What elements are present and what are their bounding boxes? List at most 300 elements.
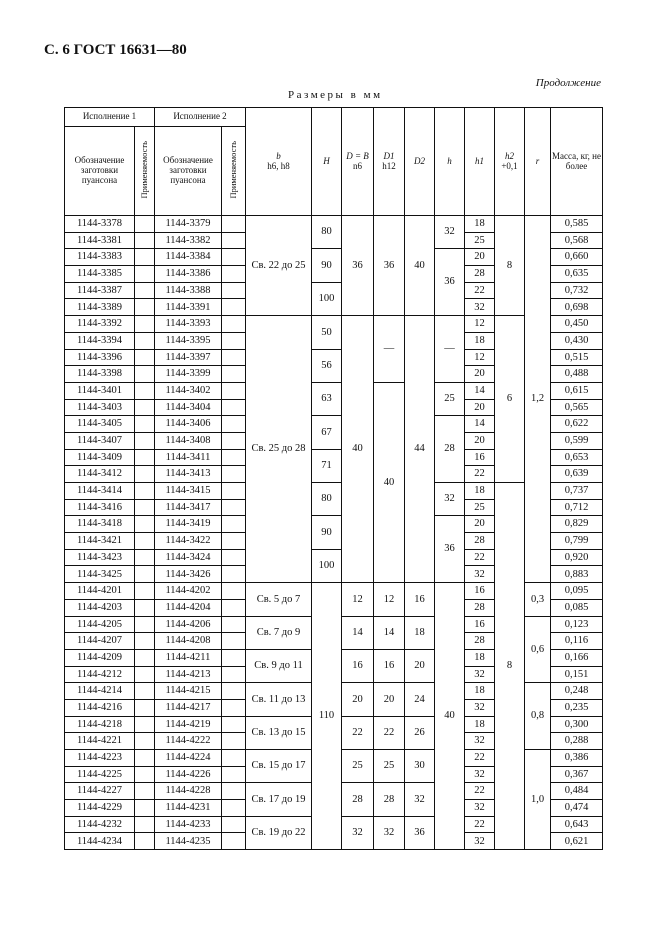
designation-exec1: 1144-3407 <box>65 432 135 449</box>
designation-exec1: 1144-4201 <box>65 583 135 600</box>
h2-value: 8 <box>495 216 525 316</box>
designation-exec1: 1144-3403 <box>65 399 135 416</box>
applicability-exec1 <box>135 599 155 616</box>
h-value: 28 <box>435 416 465 483</box>
designation-exec2: 1144-4222 <box>155 733 222 750</box>
table-body <box>65 216 603 850</box>
h-value: 40 <box>435 583 465 850</box>
applicability-exec1 <box>135 316 155 333</box>
b-value: Св. 22 до 25 <box>246 216 312 316</box>
H-value: 67 <box>312 416 342 449</box>
header-h1: h1 <box>465 108 495 216</box>
h1-value: 32 <box>465 766 495 783</box>
designation-exec2: 1144-4224 <box>155 750 222 767</box>
applicability-exec2 <box>222 216 246 233</box>
applicability-exec1 <box>135 449 155 466</box>
header-h2: h2 +0,1 <box>495 108 525 216</box>
h1-value: 32 <box>465 833 495 850</box>
mass-value: 0,829 <box>551 516 603 533</box>
H-value: 100 <box>312 282 342 315</box>
applicability-exec2 <box>222 399 246 416</box>
designation-exec1: 1144-3396 <box>65 349 135 366</box>
applicability-exec1 <box>135 800 155 817</box>
mass-value: 0,450 <box>551 316 603 333</box>
applicability-exec2 <box>222 416 246 433</box>
mass-value: 0,732 <box>551 282 603 299</box>
D-B-value: 20 <box>342 683 374 716</box>
header-b: b h6, h8 <box>246 108 312 216</box>
mass-value: 0,288 <box>551 733 603 750</box>
D1-value: 28 <box>374 783 405 816</box>
b-value: Св. 7 до 9 <box>246 616 312 649</box>
h1-value: 32 <box>465 299 495 316</box>
D-B-value: 36 <box>342 216 374 316</box>
table-row <box>65 216 603 233</box>
designation-exec2: 1144-4202 <box>155 583 222 600</box>
h1-value: 18 <box>465 649 495 666</box>
designation-exec1: 1144-4225 <box>65 766 135 783</box>
h1-value: 18 <box>465 683 495 700</box>
r-value: 0,8 <box>525 683 551 750</box>
applicability-exec2 <box>222 349 246 366</box>
b-value: Св. 11 до 13 <box>246 683 312 716</box>
designation-exec2: 1144-3382 <box>155 232 222 249</box>
designation-exec2: 1144-3408 <box>155 432 222 449</box>
header-designation-1: Обозначение заготовки пуансона <box>65 127 135 216</box>
applicability-exec2 <box>222 382 246 399</box>
designation-exec1: 1144-3401 <box>65 382 135 399</box>
D2-value: 32 <box>405 783 435 816</box>
b-value: Св. 5 до 7 <box>246 583 312 616</box>
h1-value: 14 <box>465 416 495 433</box>
designation-exec2: 1144-4211 <box>155 649 222 666</box>
h-value: 32 <box>435 216 465 249</box>
designation-exec1: 1144-4205 <box>65 616 135 633</box>
h1-value: 18 <box>465 716 495 733</box>
header-designation-2: Обозначение заготовки пуансона <box>155 127 222 216</box>
h1-value: 32 <box>465 699 495 716</box>
applicability-exec1 <box>135 533 155 550</box>
h1-value: 18 <box>465 216 495 233</box>
designation-exec1: 1144-3412 <box>65 466 135 483</box>
applicability-exec1 <box>135 583 155 600</box>
header-applicability-2: Применяемость <box>222 127 246 216</box>
r-value: 1,0 <box>525 750 551 850</box>
applicability-exec2 <box>222 533 246 550</box>
designation-exec2: 1144-3399 <box>155 366 222 383</box>
applicability-exec2 <box>222 766 246 783</box>
designation-exec2: 1144-3419 <box>155 516 222 533</box>
applicability-exec2 <box>222 499 246 516</box>
b-value: Св. 15 до 17 <box>246 750 312 783</box>
designation-exec2: 1144-3417 <box>155 499 222 516</box>
mass-value: 0,386 <box>551 750 603 767</box>
mass-value: 0,712 <box>551 499 603 516</box>
header-D-B: D = B n6 <box>342 108 374 216</box>
applicability-exec1 <box>135 483 155 500</box>
mass-value: 0,367 <box>551 766 603 783</box>
applicability-exec1 <box>135 666 155 683</box>
applicability-exec2 <box>222 332 246 349</box>
designation-exec2: 1144-4226 <box>155 766 222 783</box>
h1-value: 16 <box>465 616 495 633</box>
H-value: 110 <box>312 583 342 850</box>
D-B-value: 12 <box>342 583 374 616</box>
designation-exec2: 1144-4217 <box>155 699 222 716</box>
H-value: 56 <box>312 349 342 382</box>
designation-exec1: 1144-3421 <box>65 533 135 550</box>
header-exec2: Исполнение 2 <box>155 108 246 127</box>
mass-value: 0,515 <box>551 349 603 366</box>
header-exec1: Исполнение 1 <box>65 108 155 127</box>
designation-exec1: 1144-4203 <box>65 599 135 616</box>
designation-exec2: 1144-3406 <box>155 416 222 433</box>
designation-exec2: 1144-3395 <box>155 332 222 349</box>
h1-value: 28 <box>465 633 495 650</box>
mass-value: 0,488 <box>551 366 603 383</box>
h1-value: 20 <box>465 516 495 533</box>
h2-value: 8 <box>495 483 525 850</box>
D1-value: 20 <box>374 683 405 716</box>
designation-exec2: 1144-4204 <box>155 599 222 616</box>
mass-value: 0,622 <box>551 416 603 433</box>
D2-value: 30 <box>405 750 435 783</box>
applicability-exec1 <box>135 232 155 249</box>
designation-exec2: 1144-4206 <box>155 616 222 633</box>
mass-value: 0,116 <box>551 633 603 650</box>
designation-exec2: 1144-4208 <box>155 633 222 650</box>
H-value: 71 <box>312 449 342 482</box>
h1-value: 22 <box>465 466 495 483</box>
applicability-exec2 <box>222 833 246 850</box>
D2-value: 40 <box>405 216 435 316</box>
h1-value: 12 <box>465 316 495 333</box>
designation-exec1: 1144-3378 <box>65 216 135 233</box>
designation-exec2: 1144-3384 <box>155 249 222 266</box>
designation-exec1: 1144-3392 <box>65 316 135 333</box>
applicability-exec1 <box>135 499 155 516</box>
mass-value: 0,737 <box>551 483 603 500</box>
applicability-exec2 <box>222 800 246 817</box>
h1-value: 32 <box>465 566 495 583</box>
designation-exec2: 1144-4231 <box>155 800 222 817</box>
table-row <box>65 483 603 500</box>
h1-value: 18 <box>465 483 495 500</box>
D1-value: 22 <box>374 716 405 749</box>
h1-value: 12 <box>465 349 495 366</box>
h1-value: 32 <box>465 733 495 750</box>
applicability-exec1 <box>135 699 155 716</box>
D-B-value: 28 <box>342 783 374 816</box>
designation-exec2: 1144-3379 <box>155 216 222 233</box>
mass-value: 0,883 <box>551 566 603 583</box>
designation-exec1: 1144-3425 <box>65 566 135 583</box>
applicability-exec1 <box>135 366 155 383</box>
D1-value: 40 <box>374 382 405 582</box>
h1-value: 22 <box>465 282 495 299</box>
applicability-exec2 <box>222 432 246 449</box>
designation-exec1: 1144-4207 <box>65 633 135 650</box>
applicability-exec2 <box>222 449 246 466</box>
mass-value: 0,653 <box>551 449 603 466</box>
h1-value: 28 <box>465 533 495 550</box>
applicability-exec2 <box>222 483 246 500</box>
designation-exec2: 1144-4233 <box>155 816 222 833</box>
h1-value: 22 <box>465 816 495 833</box>
mass-value: 0,660 <box>551 249 603 266</box>
designation-exec1: 1144-3398 <box>65 366 135 383</box>
table-row <box>65 316 603 333</box>
h1-value: 20 <box>465 249 495 266</box>
h-value: 36 <box>435 249 465 316</box>
designation-exec2: 1144-3415 <box>155 483 222 500</box>
D1-value: 32 <box>374 816 405 849</box>
designation-exec1: 1144-4209 <box>65 649 135 666</box>
designation-exec2: 1144-3424 <box>155 549 222 566</box>
designation-exec1: 1144-4212 <box>65 666 135 683</box>
header-H: H <box>312 108 342 216</box>
designation-exec2: 1144-3393 <box>155 316 222 333</box>
designation-exec2: 1144-3422 <box>155 533 222 550</box>
applicability-exec1 <box>135 432 155 449</box>
applicability-exec1 <box>135 649 155 666</box>
mass-value: 0,698 <box>551 299 603 316</box>
mass-value: 0,300 <box>551 716 603 733</box>
designation-exec2: 1144-3411 <box>155 449 222 466</box>
h1-value: 25 <box>465 499 495 516</box>
designation-exec1: 1144-3423 <box>65 549 135 566</box>
designation-exec1: 1144-3394 <box>65 332 135 349</box>
applicability-exec2 <box>222 716 246 733</box>
mass-value: 0,151 <box>551 666 603 683</box>
mass-value: 0,920 <box>551 549 603 566</box>
applicability-exec1 <box>135 216 155 233</box>
designation-exec2: 1144-4215 <box>155 683 222 700</box>
H-value: 90 <box>312 249 342 282</box>
D2-value: 18 <box>405 616 435 649</box>
designation-exec1: 1144-4229 <box>65 800 135 817</box>
mass-value: 0,635 <box>551 266 603 283</box>
designation-exec2: 1144-3386 <box>155 266 222 283</box>
b-value: Св. 19 до 22 <box>246 816 312 849</box>
applicability-exec2 <box>222 633 246 650</box>
applicability-exec2 <box>222 783 246 800</box>
applicability-exec1 <box>135 466 155 483</box>
dimensions-caption: Размеры в мм <box>288 89 383 101</box>
mass-value: 0,599 <box>551 432 603 449</box>
designation-exec2: 1144-3426 <box>155 566 222 583</box>
designation-exec1: 1144-3409 <box>65 449 135 466</box>
h1-value: 22 <box>465 750 495 767</box>
mass-value: 0,585 <box>551 216 603 233</box>
designation-exec1: 1144-4232 <box>65 816 135 833</box>
dimensions-table <box>64 107 603 850</box>
h2-value: 6 <box>495 316 525 483</box>
applicability-exec1 <box>135 332 155 349</box>
header-D2: D2 <box>405 108 435 216</box>
h-value: 36 <box>435 516 465 583</box>
applicability-exec1 <box>135 382 155 399</box>
applicability-exec2 <box>222 733 246 750</box>
H-value: 90 <box>312 516 342 549</box>
D-B-value: 14 <box>342 616 374 649</box>
applicability-exec1 <box>135 766 155 783</box>
applicability-exec2 <box>222 466 246 483</box>
D1-value: 16 <box>374 649 405 682</box>
r-value: 0,3 <box>525 583 551 616</box>
applicability-exec2 <box>222 616 246 633</box>
mass-value: 0,085 <box>551 599 603 616</box>
designation-exec1: 1144-4221 <box>65 733 135 750</box>
designation-exec1: 1144-3385 <box>65 266 135 283</box>
h1-value: 20 <box>465 432 495 449</box>
applicability-exec2 <box>222 249 246 266</box>
applicability-exec2 <box>222 683 246 700</box>
designation-exec2: 1144-4213 <box>155 666 222 683</box>
header-r: r <box>525 108 551 216</box>
designation-exec1: 1144-3416 <box>65 499 135 516</box>
mass-value: 0,474 <box>551 800 603 817</box>
applicability-exec1 <box>135 750 155 767</box>
H-value: 80 <box>312 216 342 249</box>
h-value: 32 <box>435 483 465 516</box>
mass-value: 0,643 <box>551 816 603 833</box>
designation-exec1: 1144-3414 <box>65 483 135 500</box>
h1-value: 32 <box>465 666 495 683</box>
D-B-value: 32 <box>342 816 374 849</box>
D-B-value: 22 <box>342 716 374 749</box>
mass-value: 0,484 <box>551 783 603 800</box>
designation-exec1: 1144-4216 <box>65 699 135 716</box>
mass-value: 0,123 <box>551 616 603 633</box>
h1-value: 18 <box>465 332 495 349</box>
mass-value: 0,621 <box>551 833 603 850</box>
designation-exec1: 1144-4223 <box>65 750 135 767</box>
designation-exec1: 1144-3389 <box>65 299 135 316</box>
h-value: 25 <box>435 382 465 415</box>
header-mass: Масса, кг, не более <box>551 108 603 216</box>
applicability-exec2 <box>222 299 246 316</box>
applicability-exec2 <box>222 750 246 767</box>
D1-value: 25 <box>374 750 405 783</box>
D2-value: 24 <box>405 683 435 716</box>
h1-value: 20 <box>465 399 495 416</box>
applicability-exec2 <box>222 666 246 683</box>
H-value: 50 <box>312 316 342 349</box>
r-value: 1,2 <box>525 216 551 583</box>
designation-exec2: 1144-3397 <box>155 349 222 366</box>
applicability-exec2 <box>222 649 246 666</box>
D2-value: 16 <box>405 583 435 616</box>
designation-exec2: 1144-3404 <box>155 399 222 416</box>
D-B-value: 25 <box>342 750 374 783</box>
designation-exec2: 1144-4219 <box>155 716 222 733</box>
h-value: — <box>435 316 465 383</box>
h1-value: 28 <box>465 266 495 283</box>
designation-exec1: 1144-3387 <box>65 282 135 299</box>
D2-value: 20 <box>405 649 435 682</box>
continuation-label: Продолжение <box>535 77 601 89</box>
applicability-exec1 <box>135 816 155 833</box>
applicability-exec1 <box>135 733 155 750</box>
designation-exec1: 1144-3418 <box>65 516 135 533</box>
D2-value: 26 <box>405 716 435 749</box>
designation-exec1: 1144-4227 <box>65 783 135 800</box>
b-value: Св. 13 до 15 <box>246 716 312 749</box>
D1-value: 36 <box>374 216 405 316</box>
h1-value: 14 <box>465 382 495 399</box>
applicability-exec2 <box>222 566 246 583</box>
D2-value: 36 <box>405 816 435 849</box>
mass-value: 0,248 <box>551 683 603 700</box>
D-B-value: 16 <box>342 649 374 682</box>
mass-value: 0,568 <box>551 232 603 249</box>
b-value: Св. 9 до 11 <box>246 649 312 682</box>
header-D1: D1 h12 <box>374 108 405 216</box>
D2-value: 44 <box>405 316 435 583</box>
applicability-exec1 <box>135 249 155 266</box>
designation-exec1: 1144-4214 <box>65 683 135 700</box>
applicability-exec1 <box>135 616 155 633</box>
h1-value: 25 <box>465 232 495 249</box>
h1-value: 22 <box>465 549 495 566</box>
applicability-exec1 <box>135 399 155 416</box>
applicability-exec1 <box>135 566 155 583</box>
applicability-exec1 <box>135 282 155 299</box>
designation-exec2: 1144-4228 <box>155 783 222 800</box>
designation-exec1: 1144-4234 <box>65 833 135 850</box>
h1-value: 20 <box>465 366 495 383</box>
mass-value: 0,615 <box>551 382 603 399</box>
applicability-exec1 <box>135 683 155 700</box>
applicability-exec1 <box>135 783 155 800</box>
applicability-exec2 <box>222 282 246 299</box>
applicability-exec2 <box>222 316 246 333</box>
b-value: Св. 17 до 19 <box>246 783 312 816</box>
mass-value: 0,565 <box>551 399 603 416</box>
b-value: Св. 25 до 28 <box>246 316 312 583</box>
applicability-exec2 <box>222 816 246 833</box>
D1-value: — <box>374 316 405 383</box>
h1-value: 16 <box>465 583 495 600</box>
r-value: 0,6 <box>525 616 551 683</box>
applicability-exec2 <box>222 232 246 249</box>
header-applicability-1: Применяемость <box>135 127 155 216</box>
D1-value: 14 <box>374 616 405 649</box>
H-value: 100 <box>312 549 342 582</box>
designation-exec1: 1144-3405 <box>65 416 135 433</box>
header-h: h <box>435 108 465 216</box>
designation-exec2: 1144-3413 <box>155 466 222 483</box>
applicability-exec2 <box>222 366 246 383</box>
applicability-exec1 <box>135 349 155 366</box>
applicability-exec2 <box>222 516 246 533</box>
designation-exec2: 1144-3402 <box>155 382 222 399</box>
designation-exec1: 1144-4218 <box>65 716 135 733</box>
applicability-exec1 <box>135 299 155 316</box>
D-B-value: 40 <box>342 316 374 583</box>
designation-exec1: 1144-3381 <box>65 232 135 249</box>
applicability-exec2 <box>222 599 246 616</box>
designation-exec2: 1144-3391 <box>155 299 222 316</box>
D1-value: 12 <box>374 583 405 616</box>
h1-value: 22 <box>465 783 495 800</box>
h1-value: 32 <box>465 800 495 817</box>
h1-value: 16 <box>465 449 495 466</box>
H-value: 80 <box>312 483 342 516</box>
mass-value: 0,095 <box>551 583 603 600</box>
mass-value: 0,639 <box>551 466 603 483</box>
